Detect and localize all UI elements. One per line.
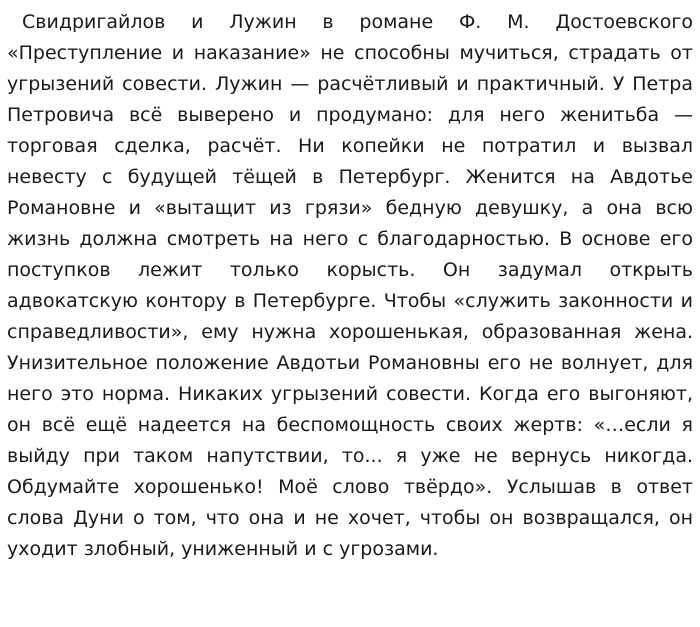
body-paragraph: Свидригайлов и Лужин в романе Ф. М. Достоевского «Преступление и наказание» не способны мучиться, страдать от угрызений совести. Лужин — расчётливый и практичный. У Петра Петровича всё выверено и продумано: для него женитьба — торговая сделка, расчёт. Ни копейки не потратил и вызвал невесту с будущей тёщей в Петербург. Женится на Авдотье Романовне и «вытащит из грязи» бедную девушку, а она всю жизнь должна смотреть на него с благодарностью. В основе его поступков лежит только корысть. Он задумал открыть адвокатскую контору в Петербурге. Чтобы «служить законности и справедливости», ему нужна хорошенькая, образованная жена. Унизительное положение Авдотьи Романовны его не волнует, для него это норма. Никаких угрызений совести. Когда его выгоняют, он всё ещё надеется на беспомощность своих жертв: «…если я выйду при таком напутствии, то... я уже не вернусь никогда. Обдумайте хорошенько! Моё слово твёрдо». Услышав в ответ слова Дуни о том, что она и не хочет, чтобы он возвращался, он уходит злобный, униженный и с угрозами. [7,11,693,560]
document-page [7,7,693,565]
